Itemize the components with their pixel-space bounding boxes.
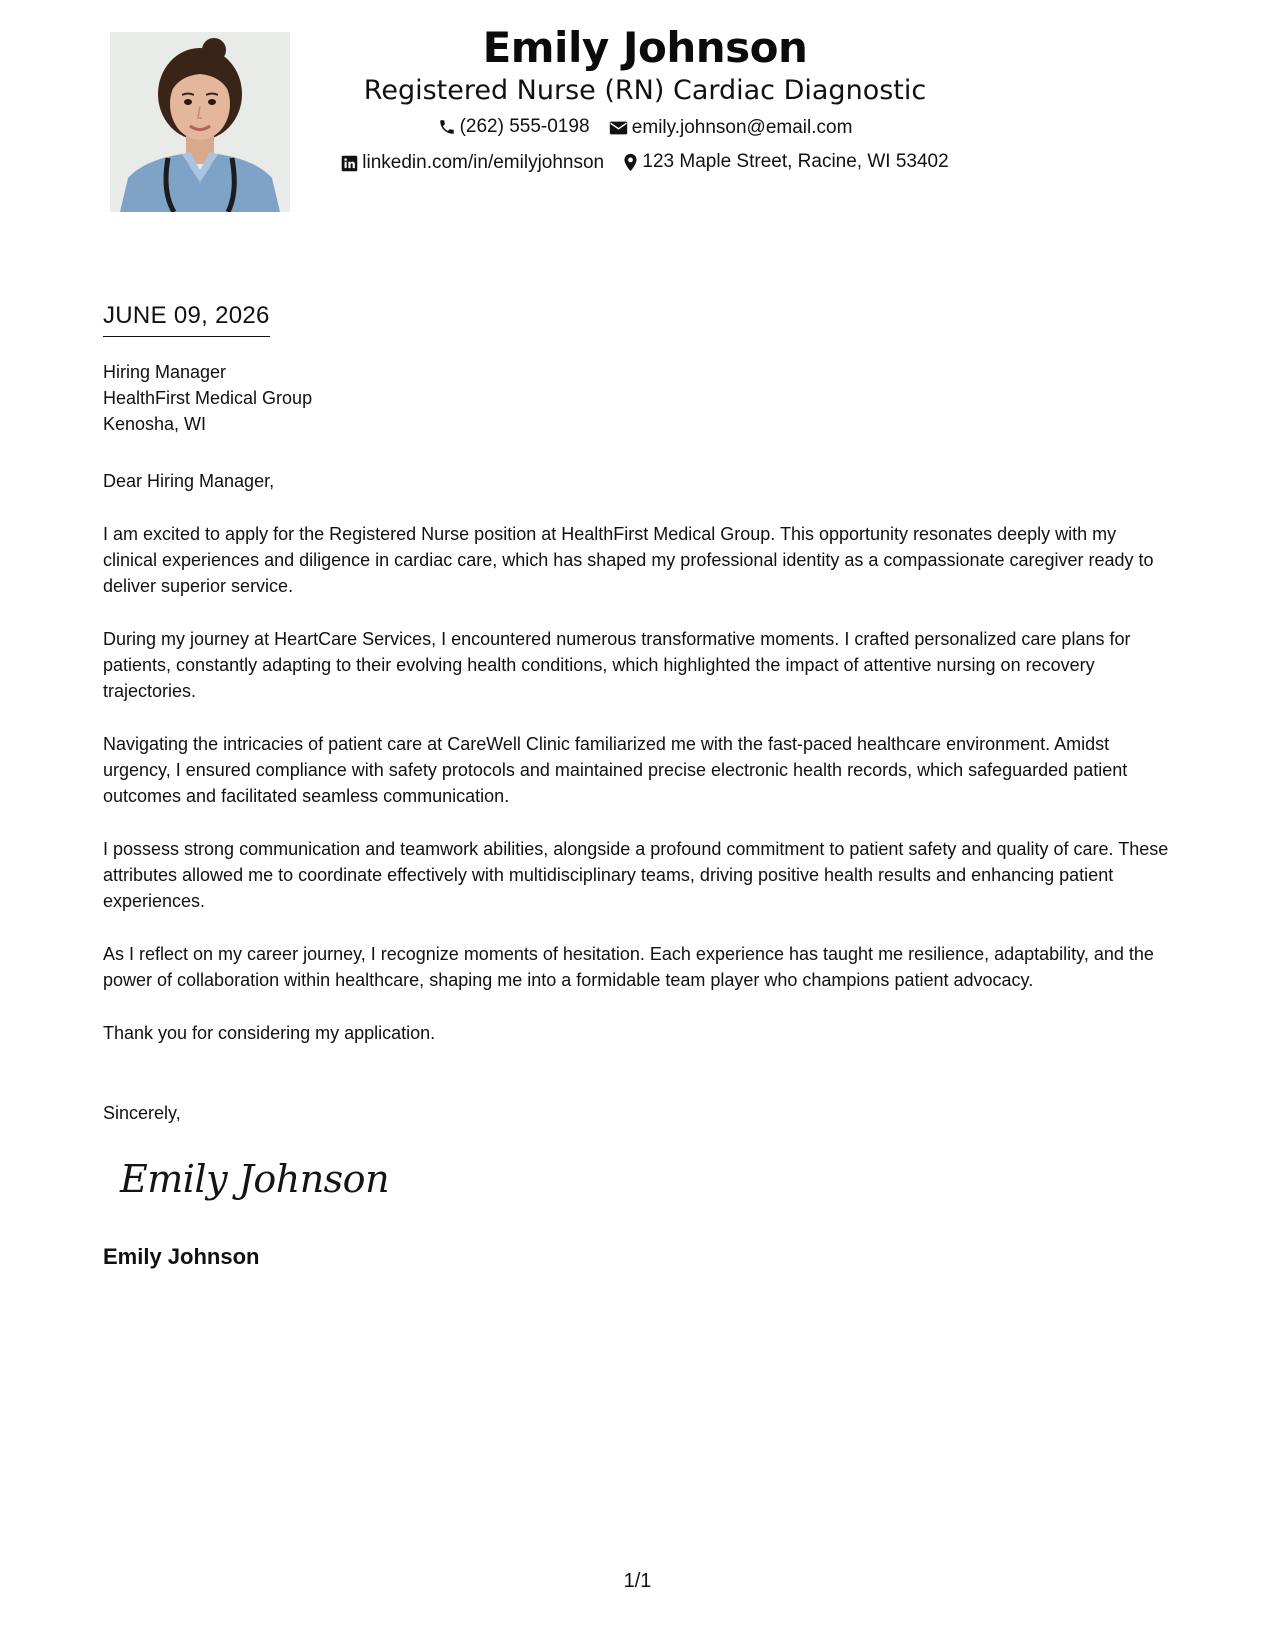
email-text: emily.johnson@email.com [631,117,853,138]
salutation: Dear Hiring Manager, [103,471,275,491]
phone-icon [438,118,456,136]
address-contact [623,150,948,174]
job-title: Registered Nurse (RN) Cardiac Diagnostic [363,75,927,106]
paragraph-reflection: As I reflect on my career journey, I recognize moments of hesitation. Each experience has taught me resilience, adaptability, and the power of collaboration within healthcare, shaping me into a formidable team player who champions patient advocacy. [103,944,1154,990]
letter-date: JUNE 09, 2026 [103,300,270,337]
linkedin-contact[interactable] [341,151,604,175]
paragraph-heartcare: During my journey at HeartCare Services, I encountered numerous transformative moments. I crafted personalized care plans for patients, constantly adapting to their evolving health conditions, which highlighted the impact of attentive nursing on recovery trajectories. [103,629,1131,701]
map-pin-icon [623,153,638,172]
recipient-line-title: Hiring Manager [103,362,227,382]
page-number: 1/1 [623,1570,652,1592]
linkedin-icon [341,155,358,172]
envelope-icon [609,120,628,136]
email-contact[interactable] [609,116,853,140]
paragraph-skills: I possess strong communication and teamwork abilities, alongside a profound commitment to patient safety and quality of care. These attributes allowed me to coordinate effectively with multidisciplinary teams, driving positive health results and enhancing patient experiences. [103,839,1169,911]
paragraph-intro: I am excited to apply for the Registered Nurse position at HealthFirst Medical Group. This opportunity resonates deeply with my clinical experiences and diligence in cardiac care, which has shaped my professional identity as a compassionate caregiver ready to deliver superior service. [103,524,1154,596]
header [300,20,990,179]
recipient-line-company: HealthFirst Medical Group [103,388,313,408]
paragraph-carewell: Navigating the intricacies of patient care at CareWell Clinic familiarized me with the fast-paced healthcare environment. Amidst urgency, I ensured compliance with safety protocols and maintained precise electronic health records, which safeguarded patient outcomes and facilitated seamless communication. [103,734,1128,806]
letter-body [103,468,1173,1073]
recipient-block [103,359,312,437]
paragraph-thanks: Thank you for considering my application. [103,1023,436,1043]
candidate-name: Emily Johnson [482,23,808,72]
contact-row-1 [300,115,990,143]
profile-photo [110,32,290,212]
recipient-line-location: Kenosha, WI [103,414,207,434]
phone-text: (262) 555-0198 [459,116,590,137]
closing: Sincerely, [103,1103,181,1123]
phone-contact[interactable] [438,115,590,139]
linkedin-text: linkedin.com/in/emilyjohnson [362,152,605,173]
contact-row-2 [300,150,990,179]
nurse-portrait-image [110,32,290,212]
address-text: 123 Maple Street, Racine, WI 53402 [642,151,949,172]
handwritten-signature: Emily Johnson [120,1157,390,1201]
signer-name: Emily Johnson [103,1244,260,1269]
